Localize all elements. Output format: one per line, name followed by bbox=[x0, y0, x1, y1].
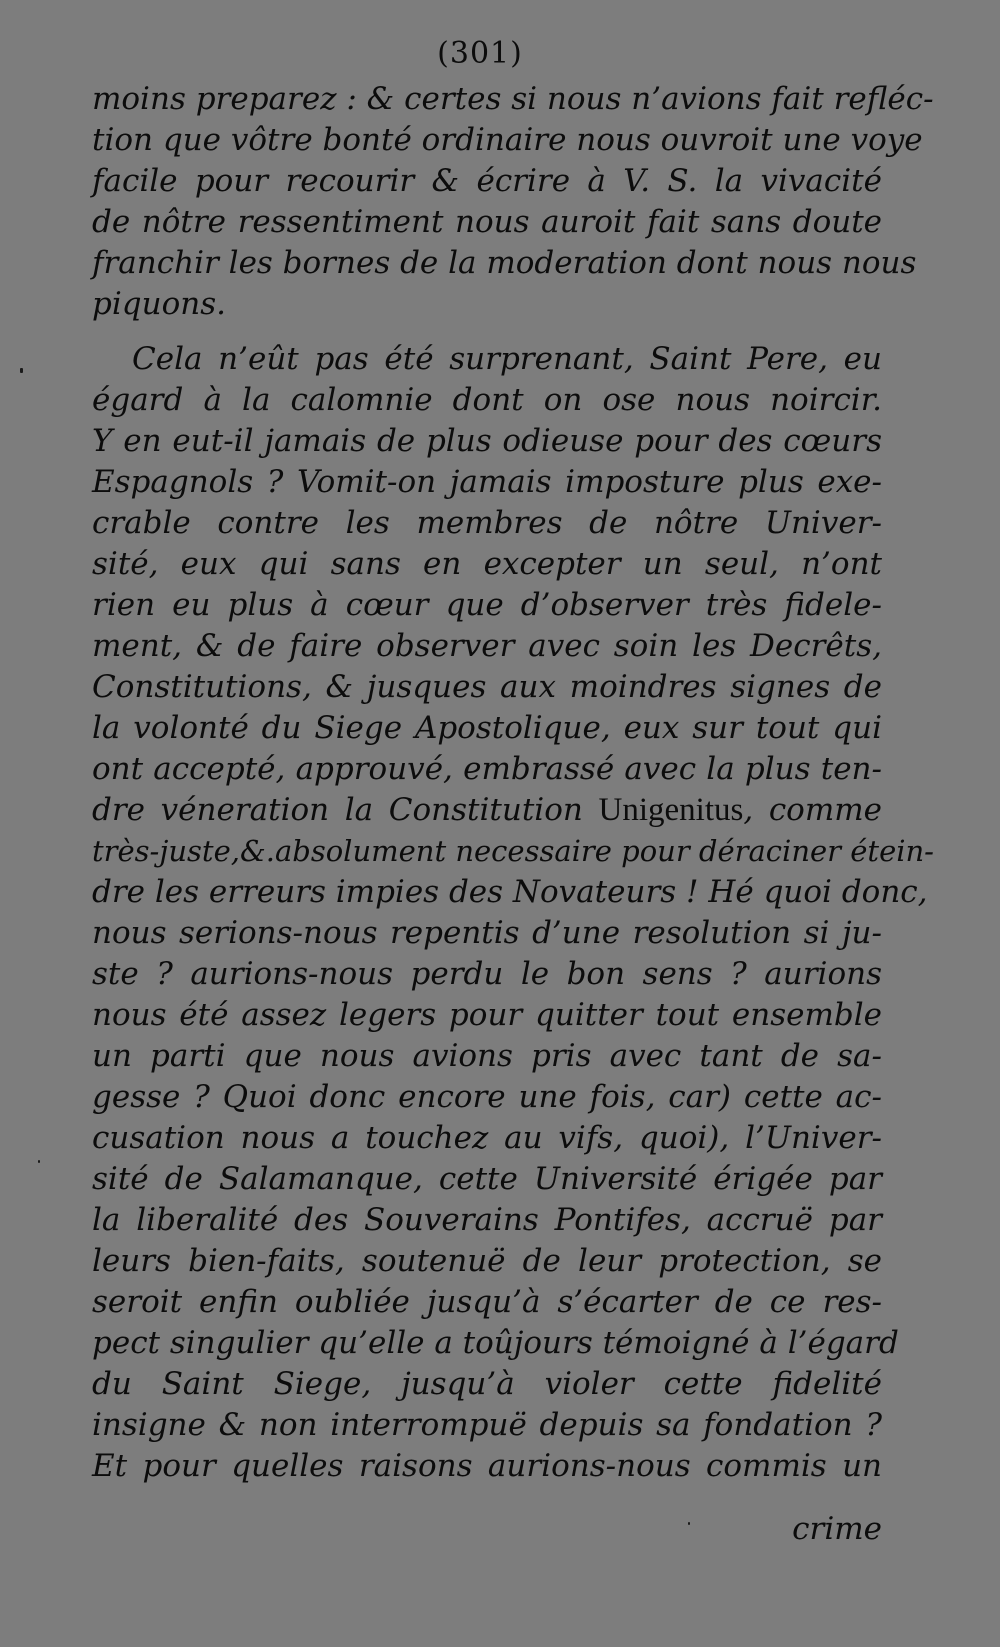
catchword: crime bbox=[792, 1511, 882, 1547]
text-line: piquons. bbox=[92, 286, 226, 322]
ink-speck bbox=[38, 1160, 40, 1163]
text-line-unigenitus bbox=[92, 789, 882, 831]
text-line: sité, eux qui sans en excepter un seul, n’ont bbox=[92, 546, 882, 582]
text-line: égard à la calomnie dont on ose nous noircir. bbox=[92, 382, 882, 418]
page-number: (301) bbox=[437, 36, 523, 71]
text-line: ste ? aurions-nous perdu le bon sens ? aurions bbox=[92, 956, 882, 992]
text-line: leurs bien-faits, soutenuë de leur protection, se bbox=[92, 1243, 882, 1279]
text-line: sité de Salamanque, cette Université érigée par bbox=[92, 1161, 882, 1197]
text-line: du Saint Siege, jusqu’à violer cette fidelité bbox=[92, 1366, 882, 1402]
text-line: ment, & de faire observer avec soin les Decrêts, bbox=[92, 628, 882, 664]
text-line: Constitutions, & jusques aux moindres signes de bbox=[92, 669, 882, 705]
text-line: Y en eut-il jamais de plus odieuse pour des cœurs bbox=[92, 423, 882, 459]
text-line: ont accepté, approuvé, embrassé avec la plus ten- bbox=[92, 751, 882, 787]
text-segment: dre véneration la Constitution bbox=[92, 792, 599, 828]
text-line: cusation nous a touchez au vifs, quoi), l’Univer- bbox=[92, 1120, 882, 1156]
text-line: facile pour recourir & écrire à V. S. la vivacité bbox=[92, 163, 882, 199]
text-line: un parti que nous avions pris avec tant de sa- bbox=[92, 1038, 882, 1074]
text-line: de nôtre ressentiment nous auroit fait sans doute bbox=[92, 204, 882, 240]
text-line: seroit enfin oubliée jusqu’à s’écarter de ce res- bbox=[92, 1284, 882, 1320]
text-line: rien eu plus à cœur que d’observer très fidele- bbox=[92, 587, 882, 623]
text-line: la volonté du Siege Apostolique, eux sur tout qui bbox=[92, 710, 882, 746]
unigenitus-word: Unigenitus bbox=[598, 792, 744, 828]
text-line: nous été assez legers pour quitter tout ensemble bbox=[92, 997, 882, 1033]
text-line: crable contre les membres de nôtre Univer- bbox=[92, 505, 882, 541]
paragraph-first-line: Cela n’eût pas été surprenant, Saint Pere, eu bbox=[132, 341, 882, 377]
text-line: la liberalité des Souverains Pontifes, accruë par bbox=[92, 1202, 882, 1238]
text-line: dre les erreurs impies des Novateurs ! Hé quoi donc, bbox=[92, 874, 928, 910]
text-line: nous serions-nous repentis d’une resolution si ju- bbox=[92, 915, 882, 951]
text-line: pect singulier qu’elle a toûjours témoigné à l’égard bbox=[92, 1325, 899, 1361]
ink-speck bbox=[688, 1522, 690, 1525]
ink-speck bbox=[20, 368, 23, 373]
text-line: Et pour quelles raisons aurions-nous commis un bbox=[92, 1448, 882, 1484]
text-line: très-juste,&.absolument necessaire pour déraciner étein- bbox=[92, 834, 934, 868]
text-line: Espagnols ? Vomit-on jamais imposture plus exe- bbox=[92, 464, 882, 500]
text-line: franchir les bornes de la moderation dont nous nous bbox=[92, 245, 917, 281]
text-line: tion que vôtre bonté ordinaire nous ouvroit une voye bbox=[92, 122, 923, 158]
text-segment: , comme bbox=[743, 792, 882, 828]
text-line: gesse ? Quoi donc encore une fois, car) cette ac- bbox=[92, 1079, 882, 1115]
text-line: moins preparez : & certes si nous n’avions fait refléc- bbox=[92, 81, 934, 117]
text-line: insigne & non interrompuë depuis sa fondation ? bbox=[92, 1407, 882, 1443]
